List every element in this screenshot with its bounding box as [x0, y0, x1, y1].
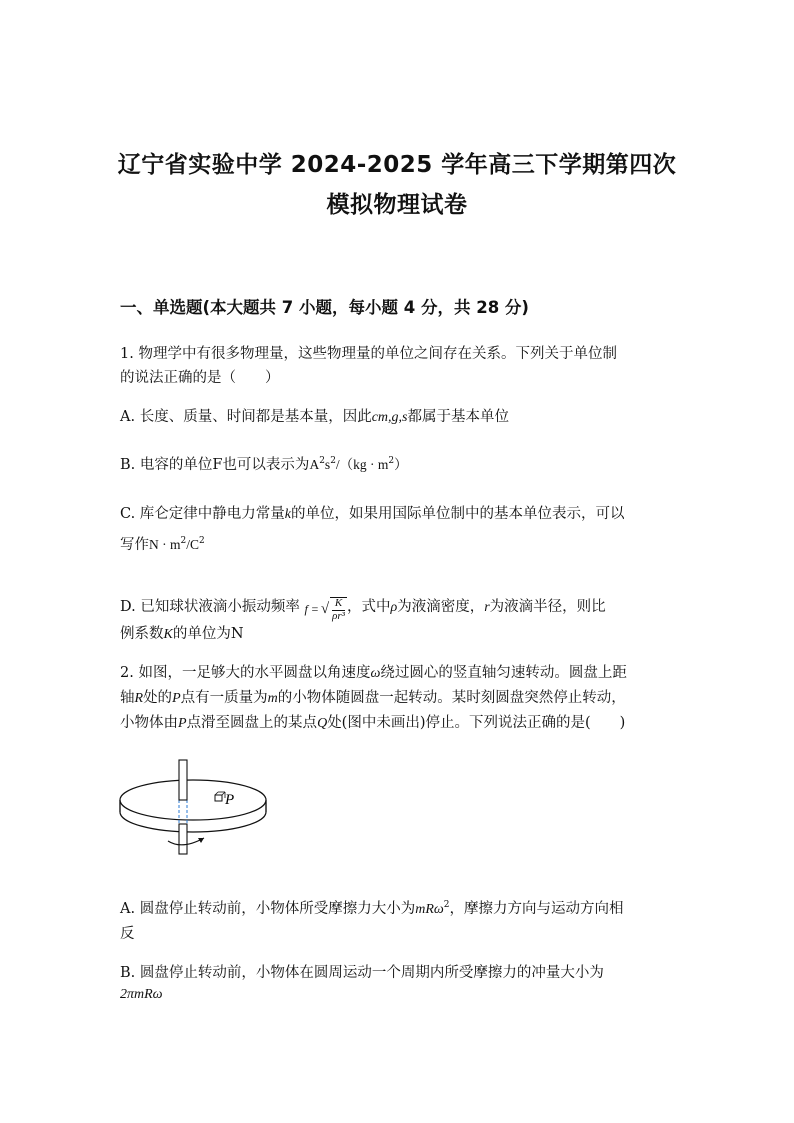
- q1-c-l2-sup-2: 2: [199, 536, 205, 546]
- q2-l2-post: 的小物体随圆盘一起转动。某时刻圆盘突然停止转动，: [277, 690, 626, 706]
- q1-d-l2-K: K: [163, 627, 173, 642]
- q2-l3-Q: Q: [317, 716, 328, 731]
- axle-lower: [179, 824, 187, 854]
- q1-b-sup-1: 2: [319, 456, 325, 466]
- figure-label-p: P: [225, 792, 235, 808]
- q1-d-text: D. 已知球状液滴小振动频率: [120, 599, 300, 615]
- q1-b-math-4: ）: [394, 457, 408, 472]
- q2-option-b-line1: B. 圆盘停止转动前，小物体在圆周运动一个周期内所受摩擦力的冲量大小为: [120, 965, 604, 981]
- q1-c-text: C. 库仑定律中静电力常量: [120, 506, 285, 522]
- q1-b-sup-2: 2: [330, 456, 336, 466]
- page-title-line2: 模拟物理试卷: [326, 192, 468, 218]
- q2-l3-mid: 点滑至圆盘上的某点: [186, 715, 318, 731]
- q1-d-r: r: [484, 600, 490, 615]
- q1-b-math-2: s: [324, 457, 331, 472]
- q2-option-a-line2: 反: [120, 926, 135, 942]
- q1-c-k: k: [284, 507, 292, 522]
- rotating-disc-figure: [118, 758, 268, 860]
- q1-b-text: B. 电容的单位F也可以表示为: [120, 457, 310, 473]
- q1-d-mid1: ，式中: [346, 599, 391, 615]
- q2-l3-post: 处(图中未画出)停止。下列说法正确的是( ): [327, 715, 626, 731]
- q2-l1-text: 2. 如图，一足够大的水平圆盘以角速度: [120, 665, 371, 681]
- q2-l2-P: P: [172, 691, 181, 706]
- q2-l2-R: R: [134, 691, 144, 706]
- q1-a-text-post: 都属于基本单位: [407, 409, 509, 425]
- q2-stem-line1: [120, 661, 627, 682]
- q1-d-formula: [304, 597, 347, 622]
- q1-c-text-post: 的单位，如果用国际单位制中的基本单位表示，可以: [291, 506, 625, 522]
- disc-top: [120, 780, 266, 820]
- q2-option-b-line2: [120, 986, 163, 1003]
- q2-a-text: A. 圆盘停止转动前，小物体所受摩擦力大小为: [120, 901, 416, 917]
- q2-l2-text: 轴: [120, 690, 135, 706]
- q1-d-mid2: 为液滴密度，: [397, 599, 485, 615]
- q2-l2-m: m: [267, 691, 278, 706]
- q1-d-fraction: [330, 597, 347, 622]
- q1-b-math-1: A: [309, 457, 320, 472]
- small-object: [215, 795, 222, 801]
- q2-l1-post: 绕过圆心的竖直轴匀速转动。圆盘上距: [380, 665, 627, 681]
- section-heading: 一、单选题(本大题共 7 小题，每小题 4 分，共 28 分): [120, 298, 529, 317]
- q1-option-c-line1: [120, 502, 625, 523]
- q2-option-a-line1: [120, 897, 623, 918]
- q1-d-f: f =: [304, 602, 319, 616]
- q2-stem-line3: [120, 711, 625, 732]
- q2-b-math: 2πmRω: [120, 987, 163, 1002]
- q2-l2-mid2: 点有一质量为: [180, 690, 268, 706]
- q1-b-sup-3: 2: [388, 456, 395, 466]
- q2-l1-omega: ω: [370, 666, 381, 681]
- page-title-line1: 辽宁省实验中学 2024-2025 学年高三下学期第四次: [117, 152, 677, 178]
- q1-a-text: A. 长度、质量、时间都是基本量，因此: [120, 409, 372, 425]
- q2-stem-line2: [120, 686, 626, 707]
- q1-d-mid3: 为液滴半径，则比: [489, 599, 606, 615]
- axle-upper: [179, 760, 187, 800]
- q1-c-l2-math-2: /C: [186, 537, 199, 552]
- q1-d-num: K: [332, 598, 345, 611]
- q1-b-math-3: /（kg · m: [335, 457, 389, 472]
- q1-stem-line1: 1. 物理学中有很多物理量，这些物理量的单位之间存在关系。下列关于单位制: [120, 346, 617, 362]
- q1-stem-line2: 的说法正确的是（ ）: [120, 370, 280, 386]
- sqrt-icon: √: [320, 601, 330, 617]
- q2-a-post: ，摩擦力方向与运动方向相: [449, 901, 624, 917]
- q1-d-l2-text: 例系数: [120, 626, 164, 642]
- q1-option-d-line1: [120, 595, 606, 622]
- q1-option-c-line2: [120, 533, 205, 554]
- q2-a-sup: 2: [443, 900, 450, 910]
- q2-l2-mid1: 处的: [143, 690, 173, 706]
- q1-option-d-line2: [120, 622, 244, 643]
- q1-d-den: ρr³: [332, 610, 345, 622]
- q1-a-math: cm,g,s: [371, 410, 408, 425]
- q1-option-b: [120, 453, 408, 474]
- q2-a-math: mRω: [415, 902, 444, 917]
- q2-l3-text: 小物体由: [120, 715, 178, 731]
- q1-c-l2-sup-1: 2: [180, 536, 187, 546]
- q2-l3-P: P: [178, 716, 187, 731]
- q1-d-rho: ρ: [390, 600, 398, 615]
- q1-c-l2-text: 写作: [120, 537, 149, 553]
- q1-c-l2-math-1: N · m: [149, 537, 181, 552]
- q1-d-l2-post: 的单位为N: [172, 626, 244, 642]
- q1-option-a: [120, 405, 509, 426]
